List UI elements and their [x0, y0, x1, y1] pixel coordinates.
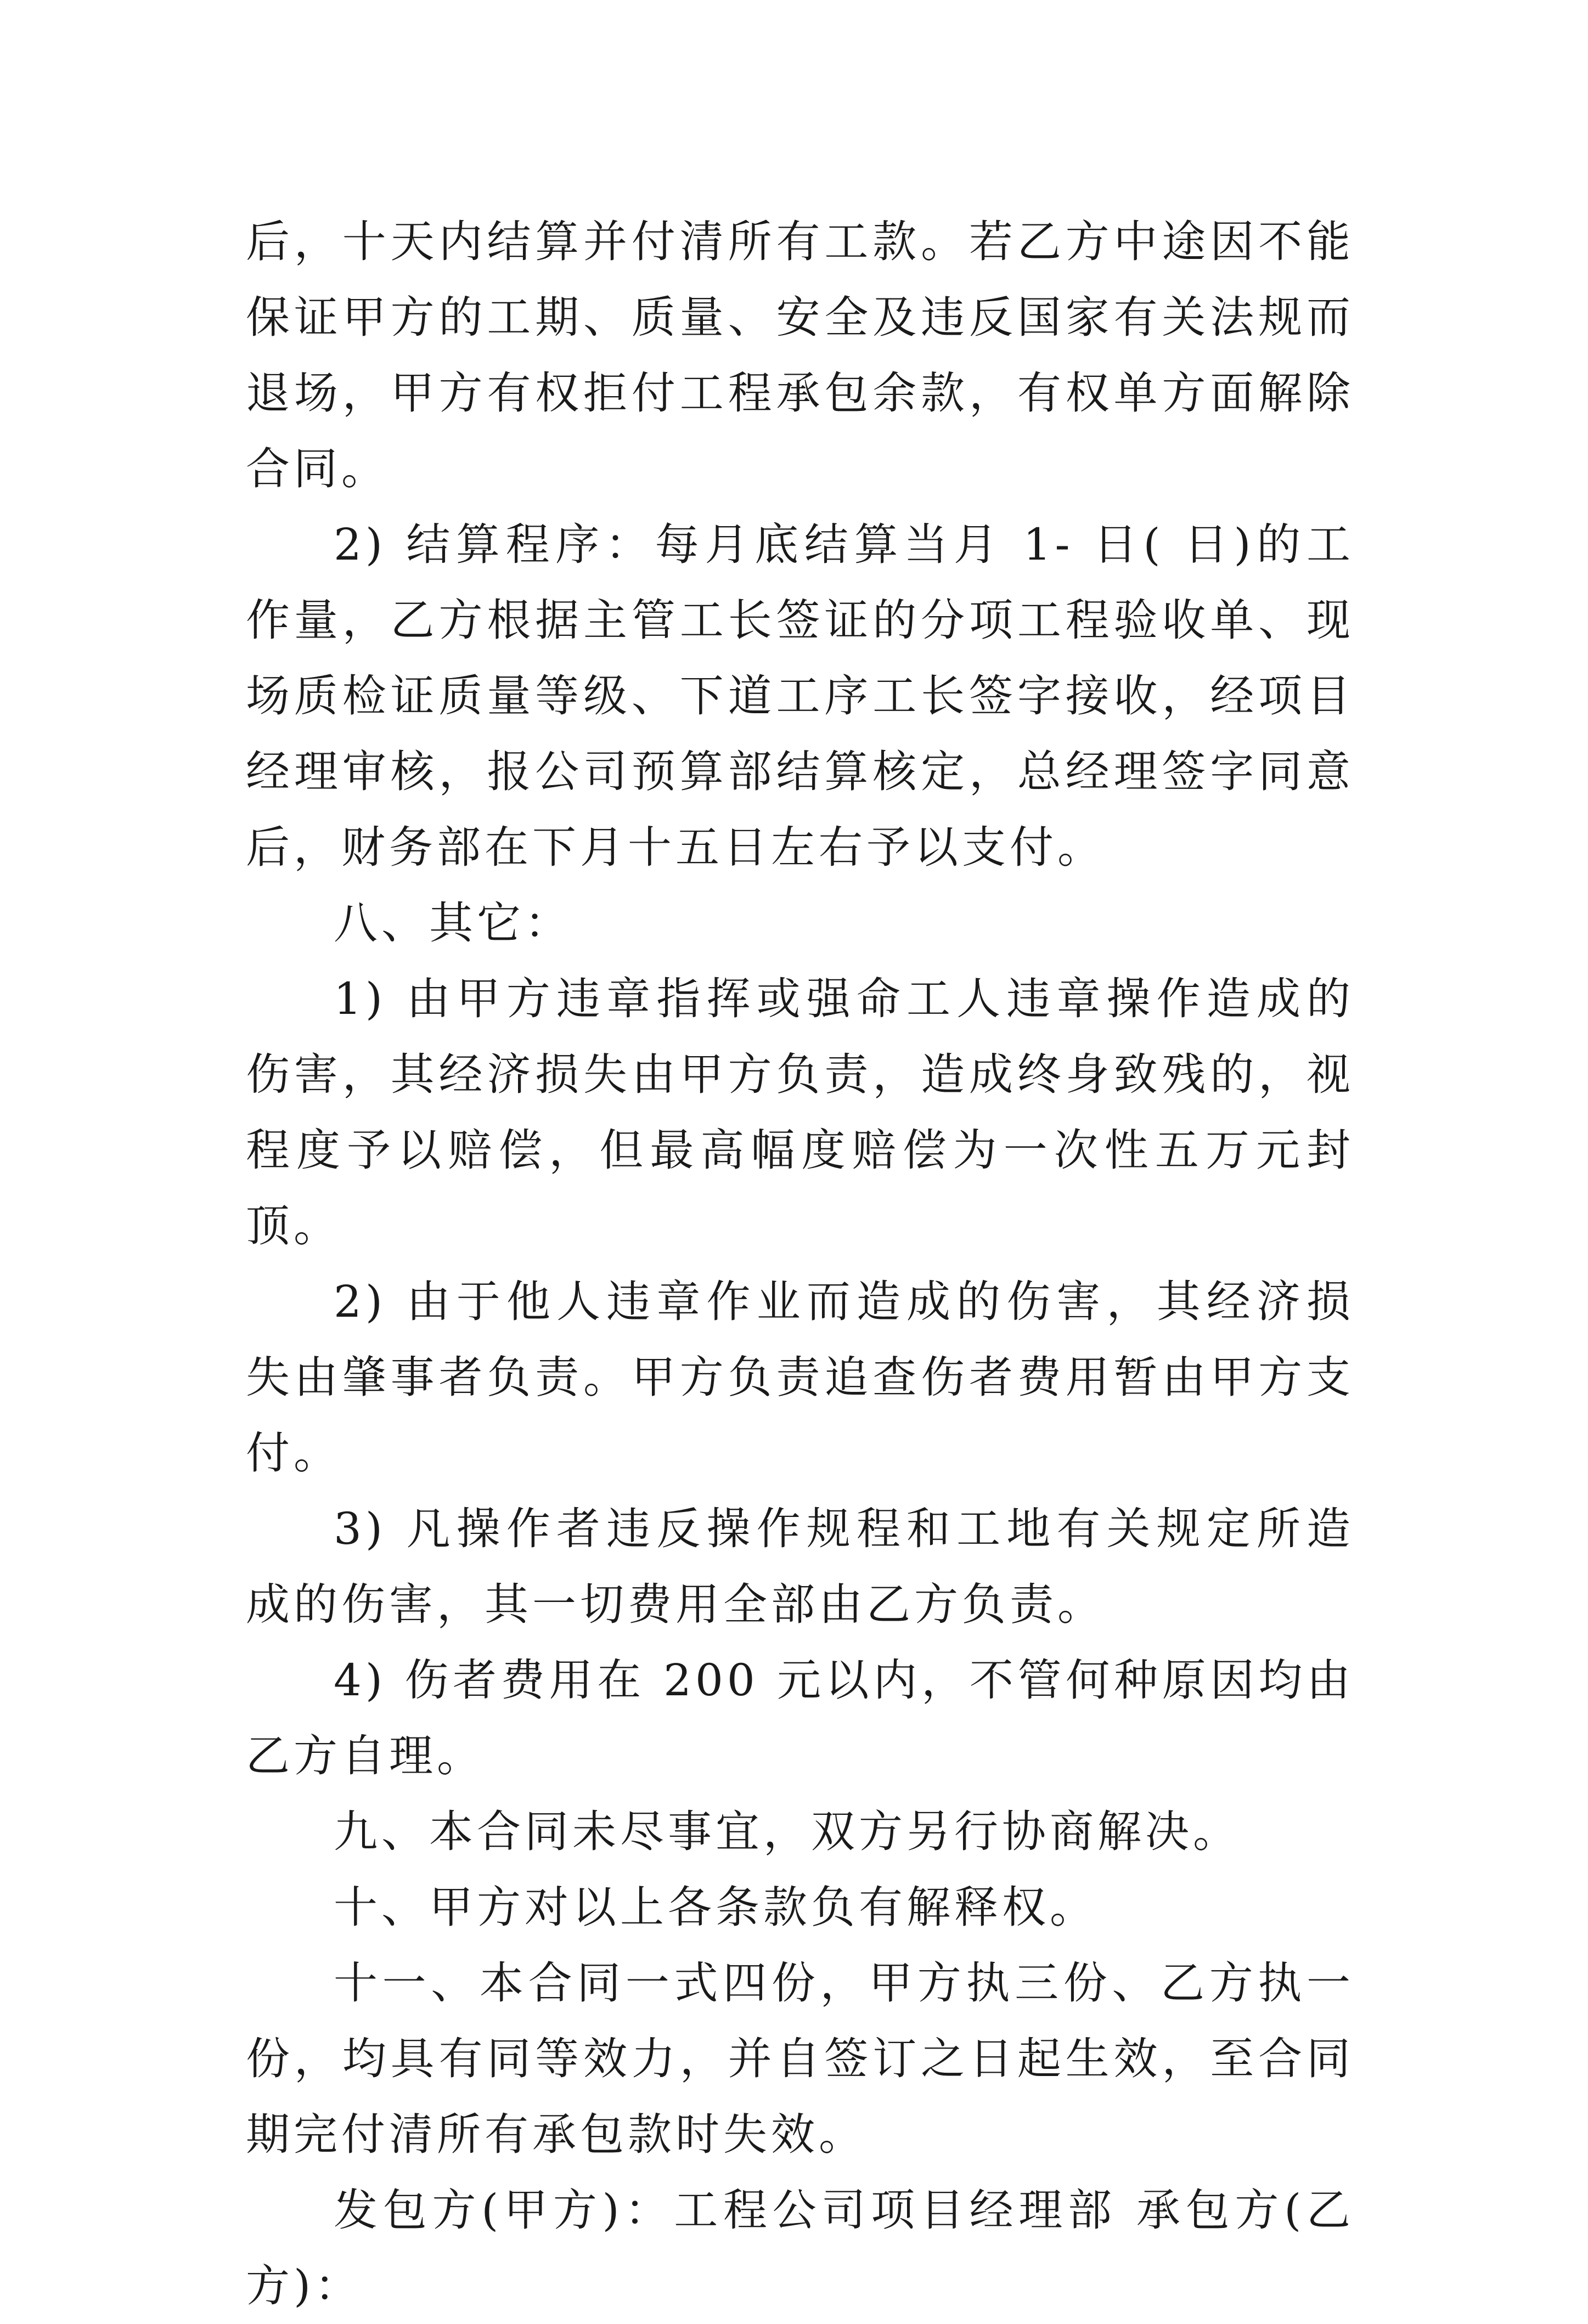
paragraph-other-item-1: 1) 由甲方违章指挥或强命工人违章操作造成的伤害，其经济损失由甲方负责，造成终身致残的，视程度予以赔偿，但最高幅度赔偿为一次性五万元封顶。 [246, 973, 1354, 1251]
paragraph-settlement-procedure: 2) 结算程序：每月底结算当月 1- 日( 日)的工作量，乙方根据主管工长签证的分项工程验收单、现场质检证质量等级、下道工序工长签字接收，经项目经理审核，报公司预算部结算核定，总经理签字同意后，财务部在下月十五日左右予以支付。 [246, 519, 1354, 873]
contract-text [246, 204, 1354, 2324]
paragraph-other-item-3: 3) 凡操作者违反操作规程和工地有关规定所造成的伤害，其一切费用全部由乙方负责。 [246, 1503, 1354, 1630]
signature-line: 发包方(甲方)：工程公司项目经理部 承包方(乙方)： [246, 2185, 1354, 2311]
paragraph-other-item-4: 4) 伤者费用在 200 元以内，不管何种原因均由乙方自理。 [246, 1655, 1354, 1781]
paragraph-other-item-2: 2) 由于他人违章作业而造成的伤害，其经济损失由肇事者负责。甲方负责追查伤者费用暂由甲方支付。 [246, 1276, 1354, 1479]
section-heading-other: 八、其它： [334, 898, 572, 949]
paragraph-clause-10: 十、甲方对以上各条款负有解释权。 [334, 1882, 1097, 1933]
paragraph-settlement-tail: 后，十天内结算并付清所有工款。若乙方中途因不能保证甲方的工期、质量、安全及违反国家有关法规而退场，甲方有权拒付工程承包余款，有权单方面解除合同。 [246, 216, 1354, 494]
paragraph-clause-11: 十一、本合同一式四份，甲方执三份、乙方执一份，均具有同等效力，并自签订之日起生效，至合同期完付清所有承包款时失效。 [246, 1958, 1354, 2160]
paragraph-clause-9: 九、本合同未尽事宜，双方另行协商解决。 [334, 1806, 1241, 1857]
